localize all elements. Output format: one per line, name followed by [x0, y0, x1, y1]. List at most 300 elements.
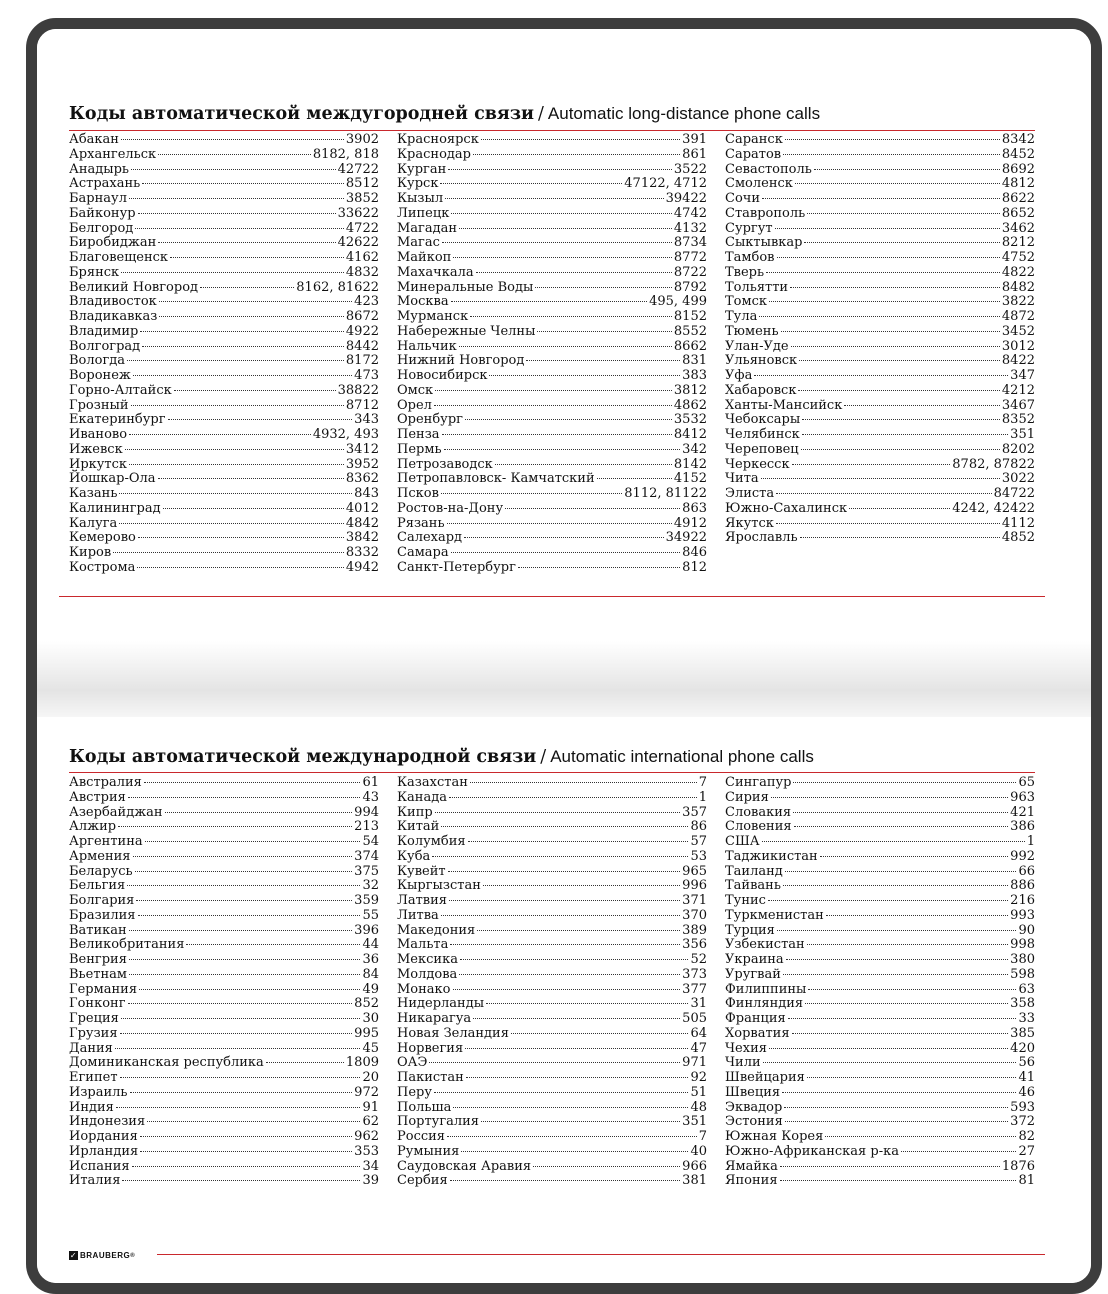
international-dial-code: 213 [354, 819, 379, 835]
international-dial-code: 962 [354, 1129, 379, 1144]
dot-leader [761, 478, 1000, 479]
dot-leader [165, 812, 353, 813]
dot-leader [754, 375, 1008, 376]
international-place-name: Словакия [725, 804, 792, 820]
domestic-place-name: Орел [397, 397, 432, 413]
international-place-name: Колумбия [397, 834, 466, 849]
domestic-dial-code: 8152 [673, 309, 707, 324]
domestic-place-name: Магас [397, 235, 440, 251]
international-place-name: Китай [397, 819, 440, 835]
international-dial-code: 39 [362, 1173, 379, 1189]
international-place-name: Италия [69, 1173, 121, 1189]
international-dial-code: 7 [698, 1129, 707, 1144]
domestic-dial-code: 812 [682, 559, 707, 575]
international-code-row [725, 1130, 1035, 1145]
dot-leader [777, 257, 1000, 258]
international-dial-code: 64 [690, 1025, 707, 1041]
international-code-row [725, 983, 1035, 998]
dot-leader [136, 900, 352, 901]
dot-leader [144, 782, 361, 783]
international-place-name: Испания [69, 1158, 130, 1174]
domestic-code-row [69, 472, 379, 487]
dot-leader [762, 841, 1025, 842]
domestic-dial-code: 4742 [673, 205, 707, 221]
domestic-place-name: Курск [397, 176, 439, 192]
domestic-code-row [397, 354, 707, 369]
international-code-row [69, 1145, 379, 1160]
international-dial-code: 372 [1010, 1114, 1035, 1130]
domestic-title-ru: Коды автоматической междугородней связи [69, 104, 534, 124]
domestic-dial-code: 861 [682, 146, 707, 162]
dot-leader [799, 360, 1000, 361]
domestic-place-name: Сургут [725, 220, 773, 236]
dot-leader [481, 1121, 680, 1122]
domestic-place-name: Иркутск [69, 456, 128, 472]
international-place-name: Монако [397, 981, 451, 997]
international-dial-code: 41 [1018, 1070, 1035, 1085]
international-place-name: Тайвань [725, 878, 781, 894]
domestic-code-row [397, 236, 707, 251]
international-dial-code: 40 [690, 1143, 707, 1159]
domestic-dial-code: 8182, 818 [312, 146, 379, 162]
dot-leader [505, 508, 680, 509]
dot-leader [481, 139, 680, 140]
page-domestic-codes [37, 29, 1091, 641]
international-place-name: ОАЭ [397, 1055, 428, 1071]
international-dial-code: 65 [1018, 775, 1035, 790]
dot-leader [121, 272, 344, 273]
dot-leader [435, 812, 680, 813]
dot-leader [118, 826, 352, 827]
domestic-dial-code: 3902 [345, 132, 379, 147]
domestic-dial-code: 4942 [345, 559, 379, 575]
domestic-code-row [69, 177, 379, 192]
international-code-row [725, 879, 1035, 894]
domestic-code-row [725, 369, 1035, 384]
domestic-dial-code: 863 [682, 500, 707, 516]
international-code-row [69, 850, 379, 865]
domestic-dial-code: 8332 [345, 545, 379, 560]
dot-leader [780, 1166, 1000, 1167]
international-dial-code: 31 [690, 996, 707, 1012]
dot-leader [470, 782, 697, 783]
international-dial-code: 598 [1010, 966, 1035, 982]
domestic-code-row [397, 443, 707, 458]
international-place-name: Швейцария [725, 1070, 805, 1085]
international-dial-code: 216 [1010, 893, 1035, 908]
international-code-row [397, 791, 707, 806]
international-dial-code: 36 [362, 952, 379, 967]
domestic-code-row [69, 148, 379, 163]
domestic-code-row [69, 561, 379, 576]
domestic-place-name: Белгород [69, 220, 134, 236]
dot-leader [159, 316, 344, 317]
dot-leader [783, 885, 1008, 886]
dot-leader [127, 885, 360, 886]
dot-leader [138, 915, 361, 916]
domestic-dial-code: 4842 [345, 515, 379, 531]
international-dial-code: 53 [690, 848, 707, 864]
international-place-name: Южно-Африканская р-ка [725, 1143, 899, 1159]
international-code-row [69, 924, 379, 939]
dot-leader [535, 287, 672, 288]
international-dial-code: 49 [362, 981, 379, 997]
domestic-dial-code: 3467 [1001, 397, 1035, 413]
international-place-name: Бразилия [69, 907, 136, 923]
international-dial-code: 90 [1018, 922, 1035, 938]
international-place-name: США [725, 834, 760, 849]
domestic-code-row [397, 428, 707, 443]
domestic-column-3 [725, 133, 1035, 576]
dot-leader [777, 930, 1017, 931]
domestic-code-row [397, 163, 707, 178]
domestic-place-name: Иваново [69, 427, 128, 442]
international-code-row [69, 1071, 379, 1086]
international-dial-code: 972 [354, 1084, 379, 1100]
domestic-place-name: Якутск [725, 515, 774, 531]
international-place-name: Уругвай [725, 966, 781, 982]
international-place-name: Франция [725, 1011, 786, 1026]
dot-leader [597, 478, 672, 479]
dot-leader [763, 1062, 1017, 1063]
international-dial-code: 27 [1018, 1143, 1035, 1159]
international-code-row [725, 1012, 1035, 1027]
domestic-place-name: Грозный [69, 397, 129, 413]
page-fold [37, 641, 1091, 717]
domestic-dial-code: 342 [682, 441, 707, 457]
dot-leader [447, 1136, 697, 1137]
international-code-row [397, 850, 707, 865]
domestic-place-name: Уфа [725, 368, 753, 383]
domestic-dial-code: 8772 [673, 250, 707, 265]
domestic-place-name: Петропавловск- Камчатский [397, 471, 595, 487]
dot-leader [138, 213, 336, 214]
dot-leader [820, 856, 1008, 857]
domestic-place-name: Байконур [69, 205, 136, 221]
domestic-place-name: Калуга [69, 515, 118, 531]
international-dial-code: 386 [1010, 819, 1035, 835]
international-dial-code: 998 [1010, 937, 1035, 953]
domestic-code-row [397, 399, 707, 414]
domestic-dial-code: 42722 [337, 161, 379, 177]
international-code-row [725, 1071, 1035, 1086]
international-place-name: Россия [397, 1129, 446, 1144]
domestic-code-row [397, 177, 707, 192]
dot-leader [473, 1018, 680, 1019]
international-code-row [397, 997, 707, 1012]
domestic-dial-code: 8212 [1001, 235, 1035, 251]
international-dial-code: 359 [354, 893, 379, 908]
domestic-code-row [725, 310, 1035, 325]
domestic-dial-code: 47122, 4712 [624, 176, 707, 192]
domestic-code-row [397, 502, 707, 517]
domestic-dial-code: 4112 [1001, 515, 1035, 531]
dot-leader [825, 1136, 1016, 1137]
international-dial-code: 81 [1018, 1173, 1035, 1189]
domestic-code-row [69, 236, 379, 251]
international-place-name: Дания [69, 1040, 113, 1056]
dot-leader [769, 1048, 1008, 1049]
domestic-place-name: Чебоксары [725, 412, 801, 428]
international-dial-code: 389 [682, 922, 707, 938]
domestic-code-row [69, 310, 379, 325]
dot-leader [140, 1151, 352, 1152]
international-code-row [725, 1145, 1035, 1160]
domestic-place-name: Благовещенск [69, 250, 169, 265]
domestic-code-row [69, 340, 379, 355]
dot-leader [783, 974, 1008, 975]
dot-leader [801, 449, 1000, 450]
international-code-columns [69, 776, 1035, 1189]
dot-leader [119, 493, 352, 494]
domestic-code-row [397, 148, 707, 163]
domestic-place-name: Тольятти [725, 279, 789, 295]
dot-leader [448, 169, 672, 170]
international-code-row [397, 1174, 707, 1189]
dot-leader [766, 272, 1000, 273]
international-code-row [725, 1056, 1035, 1071]
domestic-code-row [397, 192, 707, 207]
international-dial-code: 63 [1018, 981, 1035, 997]
international-dial-code: 55 [362, 907, 379, 923]
international-code-row [397, 1101, 707, 1116]
international-bottom-rule [157, 1254, 1045, 1255]
domestic-place-name: Кострома [69, 559, 136, 575]
dot-leader [769, 301, 1000, 302]
domestic-code-row [725, 148, 1035, 163]
international-title-en: Automatic international phone calls [550, 747, 814, 766]
domestic-place-name: Ростов-на-Дону [397, 500, 504, 516]
international-code-row [69, 938, 379, 953]
international-code-row [725, 924, 1035, 939]
domestic-code-row [725, 163, 1035, 178]
dot-leader [129, 198, 344, 199]
international-place-name: Ирландия [69, 1143, 139, 1159]
domestic-place-name: Сыктывкар [725, 235, 803, 251]
dot-leader [459, 346, 672, 347]
domestic-code-row [725, 222, 1035, 237]
dot-leader [142, 183, 344, 184]
dot-leader [440, 183, 622, 184]
domestic-dial-code: 4832 [345, 264, 379, 280]
brand-registered-mark: ® [130, 1252, 136, 1259]
international-code-row [725, 1042, 1035, 1057]
international-place-name: Сингапур [725, 775, 792, 790]
domestic-code-row [69, 531, 379, 546]
international-dial-code: 992 [1010, 848, 1035, 864]
international-dial-code: 971 [682, 1055, 707, 1071]
dot-leader [804, 242, 999, 243]
international-code-row [397, 924, 707, 939]
domestic-place-name: Кемерово [69, 530, 136, 546]
dot-leader [794, 826, 1009, 827]
domestic-dial-code: 8202 [1001, 441, 1035, 457]
domestic-dial-code: 4162 [345, 250, 379, 265]
dot-leader [121, 139, 344, 140]
domestic-code-row [69, 369, 379, 384]
international-code-row [69, 909, 379, 924]
international-code-row [397, 968, 707, 983]
domestic-dial-code: 42622 [337, 235, 379, 251]
domestic-place-name: Тамбов [725, 250, 775, 265]
dot-leader [158, 242, 335, 243]
domestic-column-2 [397, 133, 707, 576]
domestic-place-name: Черкесск [725, 456, 790, 472]
dot-leader [434, 405, 672, 406]
international-dial-code: 993 [1010, 907, 1035, 923]
domestic-place-name: Сочи [725, 191, 761, 206]
international-dial-code: 965 [682, 863, 707, 879]
international-column-1 [69, 776, 379, 1189]
domestic-place-name: Волгоград [69, 338, 141, 354]
international-code-row [69, 791, 379, 806]
domestic-place-name: Смоленск [725, 176, 793, 192]
international-heading [69, 747, 814, 767]
domestic-place-name: Биробиджан [69, 235, 157, 251]
dot-leader [266, 1062, 344, 1063]
international-dial-code: 47 [690, 1040, 707, 1056]
domestic-code-row [69, 413, 379, 428]
international-code-row [397, 1130, 707, 1145]
domestic-dial-code: 4012 [345, 500, 379, 516]
international-place-name: Литва [397, 907, 439, 923]
dot-leader [200, 287, 294, 288]
dot-leader [451, 213, 672, 214]
dot-leader [466, 1077, 689, 1078]
dot-leader [174, 390, 336, 391]
international-place-name: Швеция [725, 1084, 781, 1100]
dot-leader [788, 1018, 1017, 1019]
international-code-row [397, 983, 707, 998]
international-code-row [69, 894, 379, 909]
domestic-code-row [69, 546, 379, 561]
domestic-code-row [725, 177, 1035, 192]
domestic-code-row [725, 487, 1035, 502]
domestic-code-row [69, 384, 379, 399]
domestic-dial-code: 8622 [1001, 191, 1035, 206]
international-dial-code: 375 [354, 863, 379, 879]
domestic-dial-code: 843 [354, 486, 379, 501]
dot-leader [127, 360, 344, 361]
international-dial-code: 966 [682, 1158, 707, 1174]
international-place-name: Польша [397, 1099, 452, 1115]
domestic-dial-code: 8162, 81622 [296, 279, 379, 295]
international-code-row [397, 879, 707, 894]
international-code-row [69, 820, 379, 835]
brand-logo [69, 1251, 135, 1260]
international-dial-code: 1809 [345, 1055, 379, 1071]
dot-leader [768, 900, 1008, 901]
international-title-separator: / [540, 747, 547, 767]
international-dial-code: 396 [354, 922, 379, 938]
domestic-code-row [69, 295, 379, 310]
international-place-name: Турция [725, 922, 775, 938]
domestic-place-name: Красноярск [397, 132, 479, 147]
domestic-dial-code: 3532 [673, 412, 707, 428]
domestic-code-row [397, 325, 707, 340]
domestic-code-row [397, 222, 707, 237]
dot-leader [793, 812, 1008, 813]
domestic-place-name: Екатеринбург [69, 412, 166, 428]
international-place-name: Южная Корея [725, 1129, 824, 1144]
domestic-bottom-rule [59, 596, 1045, 597]
dot-leader [135, 228, 344, 229]
international-dial-code: 33 [1018, 1011, 1035, 1026]
international-place-name: Пакистан [397, 1070, 464, 1085]
international-dial-code: 995 [354, 1025, 379, 1041]
domestic-place-name: Горно-Алтайск [69, 382, 172, 398]
domestic-dial-code: 8482 [1001, 279, 1035, 295]
dot-leader [429, 1062, 680, 1063]
dot-leader [785, 1121, 1008, 1122]
domestic-heading-rule [69, 130, 1035, 131]
international-place-name: Индия [69, 1099, 114, 1115]
domestic-dial-code: 3412 [345, 441, 379, 457]
international-code-row [397, 1042, 707, 1057]
international-place-name: Хорватия [725, 1025, 790, 1041]
international-dial-code: 44 [362, 937, 379, 953]
dot-leader [807, 213, 1000, 214]
international-place-name: Новая Зеландия [397, 1025, 509, 1041]
international-place-name: Чили [725, 1055, 761, 1071]
domestic-dial-code: 4722 [345, 220, 379, 236]
domestic-code-row [725, 192, 1035, 207]
international-code-row [725, 1086, 1035, 1101]
domestic-dial-code: 8652 [1001, 205, 1035, 221]
domestic-dial-code: 8452 [1001, 146, 1035, 162]
international-code-row [69, 1042, 379, 1057]
domestic-code-row [397, 531, 707, 546]
domestic-code-row [397, 251, 707, 266]
dot-leader [445, 198, 664, 199]
domestic-dial-code: 3522 [673, 161, 707, 177]
dot-leader [793, 782, 1016, 783]
domestic-place-name: Воронеж [69, 368, 131, 383]
international-code-row [69, 835, 379, 850]
domestic-place-name: Вологда [69, 353, 126, 369]
domestic-place-name: Оренбург [397, 412, 463, 428]
international-code-row [725, 1174, 1035, 1189]
domestic-dial-code: 3812 [673, 382, 707, 398]
international-place-name: Грузия [69, 1025, 118, 1041]
domestic-place-name: Москва [397, 294, 449, 310]
international-place-name: Вьетнам [69, 966, 128, 982]
domestic-place-name: Владимир [69, 323, 139, 339]
international-place-name: Тунис [725, 893, 766, 908]
dot-leader [785, 871, 1017, 872]
international-code-row [725, 938, 1035, 953]
international-code-row [69, 997, 379, 1012]
international-place-name: Венгрия [69, 952, 127, 967]
international-code-row [725, 968, 1035, 983]
international-place-name: Перу [397, 1084, 433, 1100]
international-place-name: Великобритания [69, 937, 185, 953]
domestic-code-row [69, 266, 379, 281]
dot-leader [798, 390, 999, 391]
dot-leader [453, 257, 672, 258]
domestic-dial-code: 4912 [673, 515, 707, 531]
international-dial-code: 994 [354, 804, 379, 820]
domestic-place-name: Ставрополь [725, 205, 806, 221]
dot-leader [533, 1166, 680, 1167]
domestic-place-name: Томск [725, 294, 768, 310]
international-place-name: Австралия [69, 775, 142, 790]
domestic-place-name: Тюмень [725, 323, 779, 339]
dot-leader [135, 871, 353, 872]
international-dial-code: 886 [1010, 878, 1035, 894]
dot-leader [128, 797, 361, 798]
international-dial-code: 52 [690, 952, 707, 967]
